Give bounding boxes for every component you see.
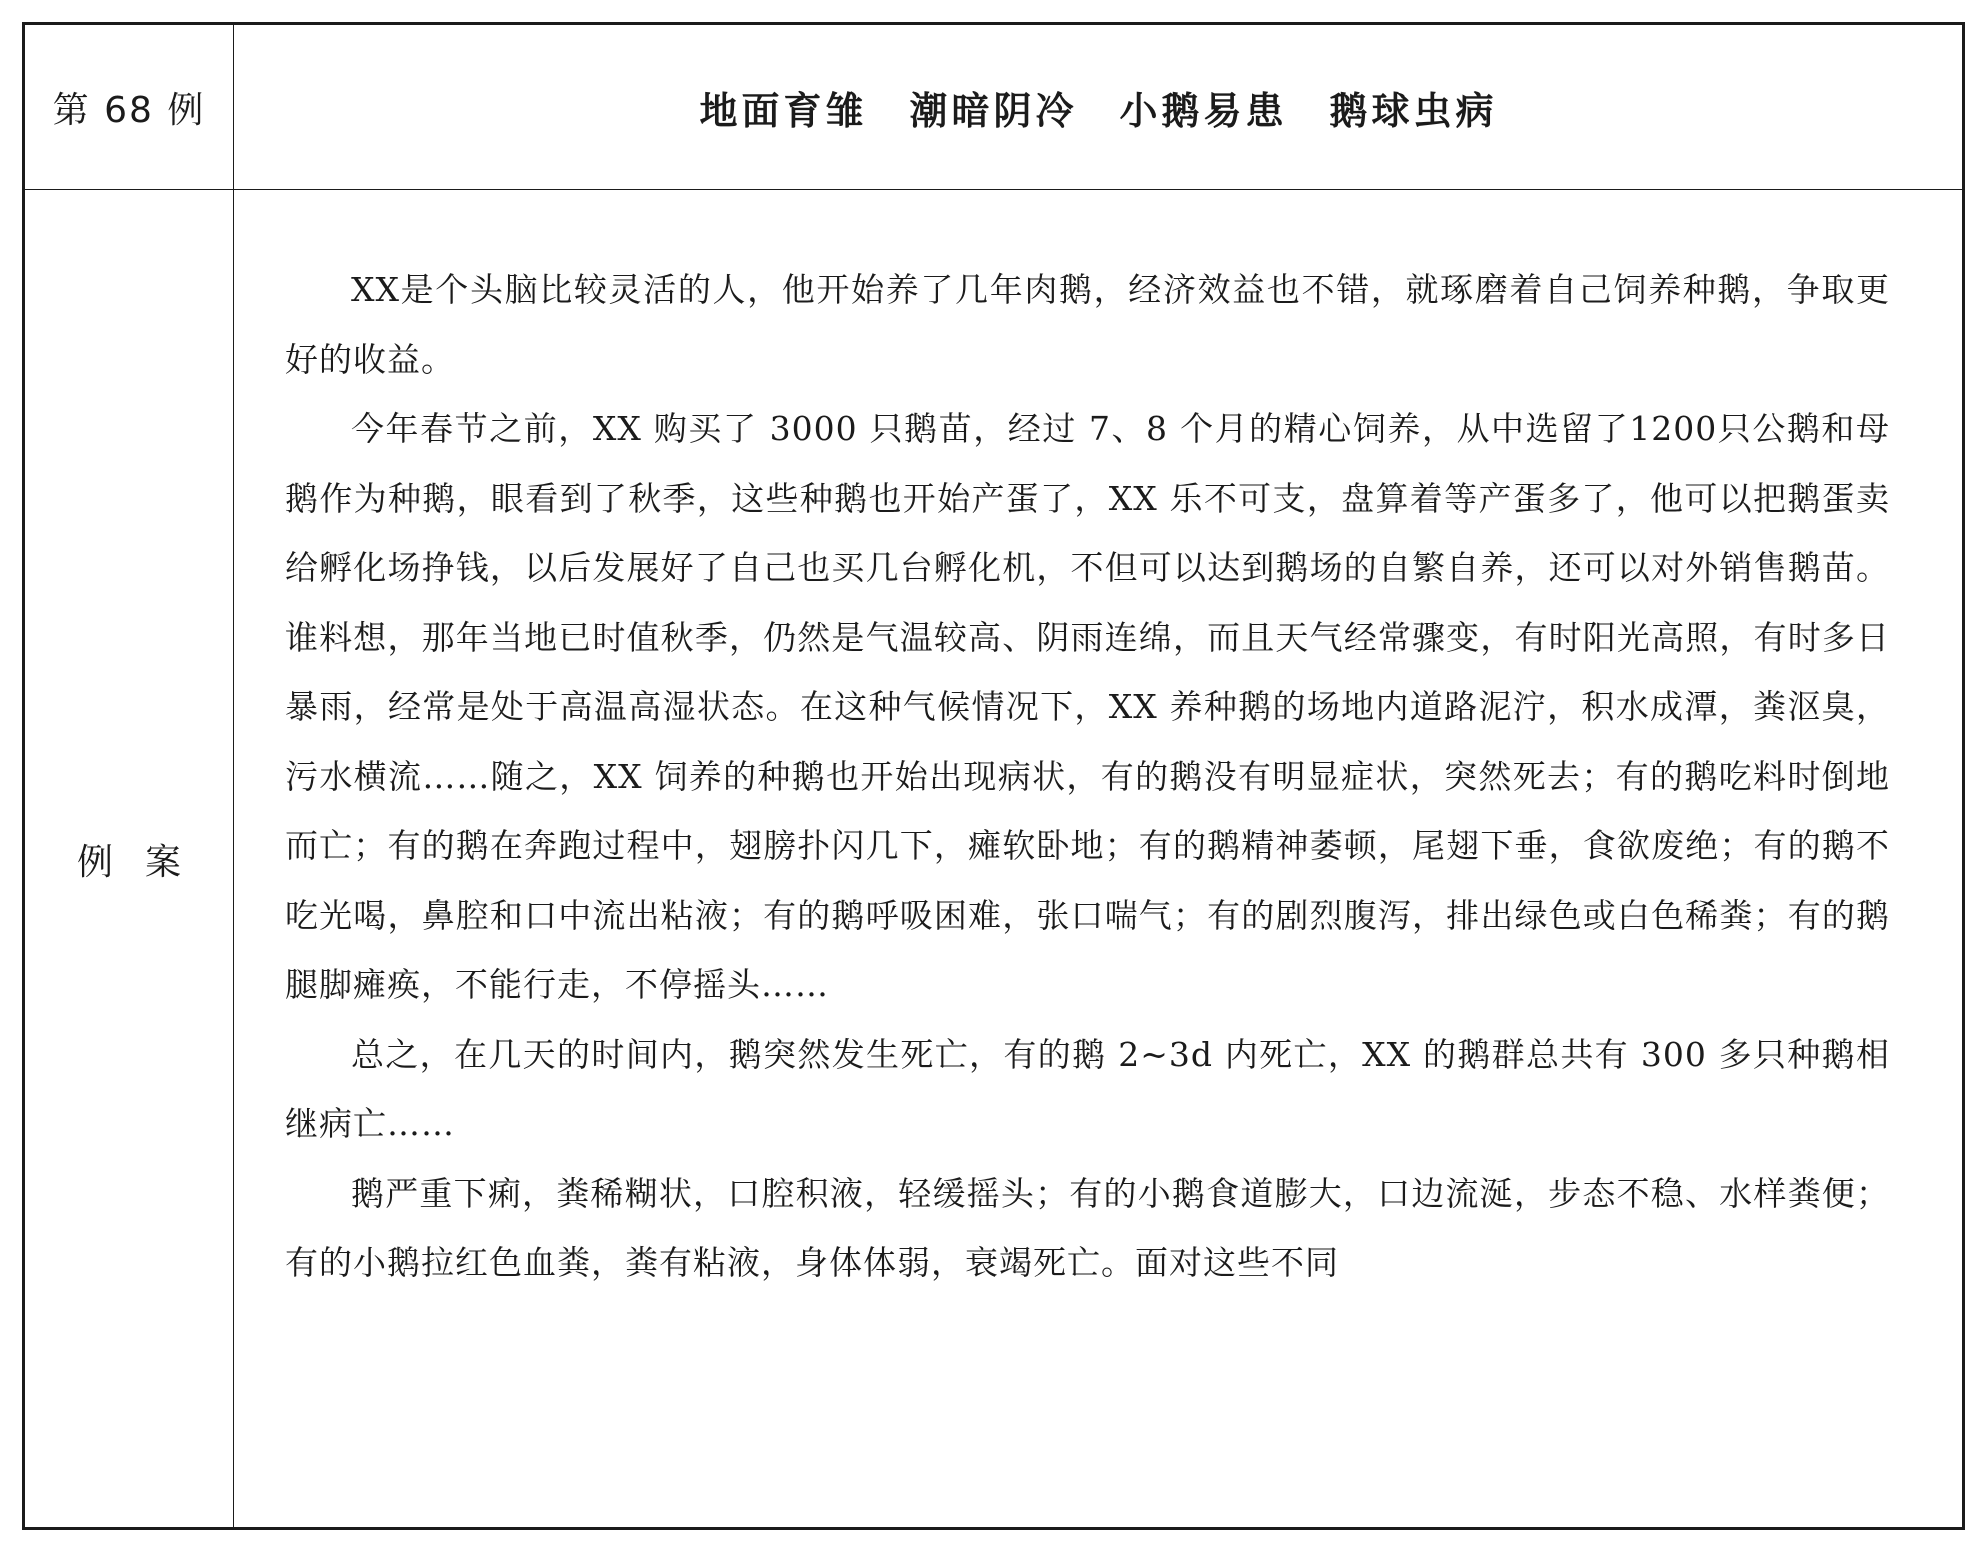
case-number: 第 68 例 [52,89,206,131]
paragraph: 今年春节之前，XX 购买了 3000 只鹅苗，经过 7、8 个月的精心饲养，从中选留了1200只公鹅和母鹅作为种鹅，眼看到了秋季，这些种鹅也开始产蛋了，XX 乐不可支，盘算着等产蛋多了，他可以把鹅蛋卖给孵化场挣钱，以后发展好了自己也买几台孵化机，不但可以达到鹅场的自繁自养，还可以对外销售鹅苗。谁料想，那年当地已时值秋季，仍然是气温较高、阴雨连绵，而且天气经常骤变，有时阳光高照，有时多日暴雨，经常是处于高温高湿状态。在这种气候情况下，XX 养种鹅的场地内道路泥泞，积水成潭，粪沤臭，污水横流……随之，XX 饲养的种鹅也开始出现病状，有的鹅没有明显症状，突然死去；有的鹅吃料时倒地而亡；有的鹅在奔跑过程中，翅膀扑闪几下，瘫软卧地；有的鹅精神萎顿，尾翅下垂，食欲废绝；有的鹅不吃光喝，鼻腔和口中流出粘液；有的鹅呼吸困难，张口喘气；有的剧烈腹泻，排出绿色或白色稀粪；有的鹅腿脚瘫痪，不能行走，不停摇头…… [285,409,1890,1004]
column-divider [233,25,234,1527]
paragraph: 总之，在几天的时间内，鹅突然发生死亡，有的鹅 2~3d 内死亡，XX 的鹅群总共有 300 多只种鹅相继病亡…… [285,1034,1890,1143]
case-body [285,255,1890,1298]
case-title: 地面育雏 潮暗阴冷 小鹅易患 鹅球虫病 [699,88,1498,133]
paragraph: 鹅严重下痢，粪稀糊状，口腔积液，轻缓摇头；有的小鹅食道膨大，口边流涎，步态不稳、水样粪便；有的小鹅拉红色血粪，粪有粘液，身体体弱，衰竭死亡。面对这些不同 [285,1173,1890,1282]
row-divider [25,189,1962,190]
paragraph: XX是个头脑比较灵活的人，他开始养了几年肉鹅，经济效益也不错，就琢磨着自己饲养种鹅，争取更好的收益。 [285,270,1890,379]
row-label: 例案 [76,841,213,883]
